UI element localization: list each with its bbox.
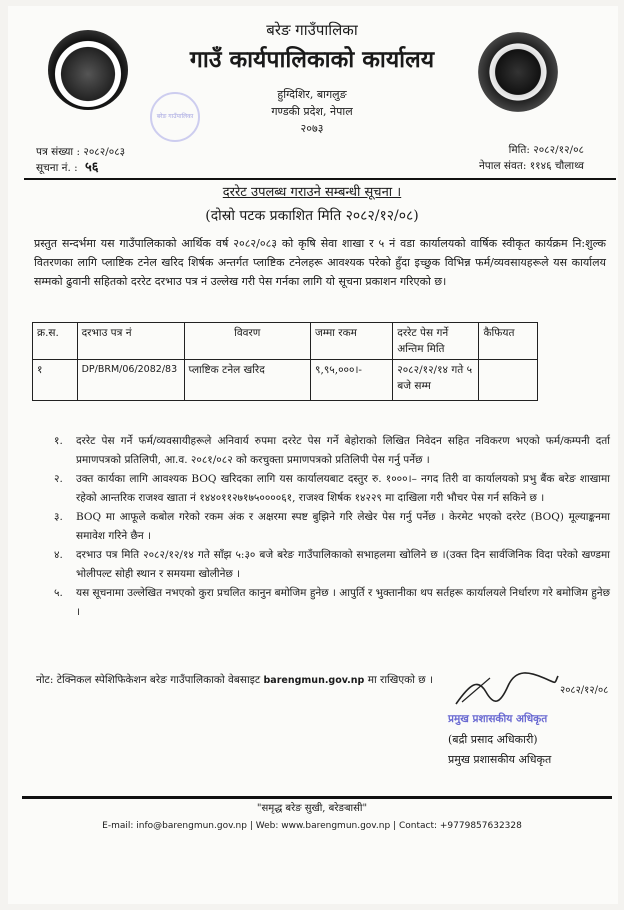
note-line bbox=[36, 672, 436, 689]
letter-number: पत्र संख्या : २०८२/०८३ bbox=[36, 146, 126, 158]
tender-table bbox=[32, 322, 538, 401]
col-header-sn: क्र.स. bbox=[33, 323, 78, 360]
notice-number-label: सूचना नं. : bbox=[36, 162, 78, 174]
signatory-name: (बद्री प्रसाद अधिकारी) bbox=[448, 733, 538, 746]
nepal-emblem-logo bbox=[48, 30, 128, 110]
note-prefix: नोट: टेक्निकल स्पेशिफिकेशन बरेङ गाउँपालिकाको वेबसाइट bbox=[36, 674, 261, 686]
designation-stamp: प्रमुख प्रशासकीय अधिकृत bbox=[448, 713, 548, 725]
condition-number: २. bbox=[54, 473, 63, 485]
stamp-text: बरेङ गाउँपालिका bbox=[156, 113, 194, 120]
footer-divider bbox=[22, 796, 612, 799]
condition-item bbox=[54, 508, 610, 546]
cell-sn: १ bbox=[33, 360, 78, 401]
col-header-ref: दरभाउ पत्र नं bbox=[77, 323, 184, 360]
signature-scribble bbox=[450, 668, 560, 708]
condition-item bbox=[54, 432, 610, 470]
condition-number: ३. bbox=[54, 511, 63, 523]
address-block bbox=[200, 86, 424, 137]
note-suffix: मा राखिएको छ । bbox=[367, 674, 433, 686]
office-name: गाउँ कार्यपालिकाको कार्यालय bbox=[189, 46, 435, 73]
notice-number-value: ५६ bbox=[85, 160, 99, 175]
condition-text: BOQ मा आफूले कबोल गरेको रकम अंक र अक्षरमा स्पष्ट बुझिने गरि लेखेर पेस गर्नु पर्नेछ । केरमेट भएको दररेट (BOQ) मूल्याङ्कनमा समावेश गरिने छैन । bbox=[76, 511, 610, 542]
col-header-remarks: कैफियत bbox=[479, 323, 538, 360]
condition-number: १. bbox=[54, 435, 63, 447]
address-line-2: गण्डकी प्रदेश, नेपाल bbox=[271, 105, 353, 118]
condition-item bbox=[54, 546, 610, 584]
municipality-name: बरेङ गाउँपालिका bbox=[266, 21, 358, 39]
signatory-designation: प्रमुख प्रशासकीय अधिकृत bbox=[448, 753, 552, 766]
condition-text: यस सूचनामा उल्लेखित नभएको कुरा प्रचलित कानुन बमोजिम हुनेछ । आपुर्ति र भुक्तानीका थप सर्तहरू कार्यालयले निर्धारण गरे बमोजिम हुनेछ । bbox=[76, 587, 610, 618]
notice-date: मिति: २०८२/१२/०८ bbox=[508, 144, 584, 156]
condition-text: दरभाउ पत्र मिति २०८२/१२/१४ गते साँझ ५:३० बजे बरेङ गाउँपालिकाको सभाहलमा खोलिने छ ।(उक्त दिन सार्वजिनिक विदा परेको खण्डमा भोलीपल्ट सोही स्थान र समयमा खोलीनेछ । bbox=[76, 549, 610, 580]
condition-item bbox=[54, 470, 610, 508]
table-row bbox=[33, 360, 538, 401]
condition-number: ५. bbox=[54, 587, 63, 599]
cell-desc: प्लाष्टिक टनेल खरिद bbox=[184, 360, 311, 401]
col-header-deadline: दररेट पेस गर्ने अन्तिम मिति bbox=[393, 323, 479, 360]
header-divider bbox=[24, 178, 616, 180]
footer-contact: E-mail: info@barengmun.gov.np | Web: www.barengmun.gov.np | Contact: +9779857632328 bbox=[102, 821, 522, 831]
intro-paragraph: प्रस्तुत सन्दर्भमा यस गाउँपालिकाको आर्थिक वर्ष २०८२/०८३ को कृषि सेवा शाखा र ५ नं वडा कार्यालयको वार्षिक स्वीकृत कार्यक्रम नि:शुल्क वितरणका लागि प्लाष्टिक टनेल खरिद शिर्षक अन्तर्गत प्लाष्टिक टनेलहरू आवश्यक परेको हुँदा इच्छुक विभिन्न फर्म/व्यवसायहरूले यस कार्यालय सम्मको ढुवानी सहितको दररेट दरभाउ पत्र नं उल्लेख गरी पेस गर्नका लागि यो सूचना प्रकाशन गरिएको छ। bbox=[34, 237, 606, 288]
notice-number bbox=[36, 160, 99, 176]
cell-deadline: २०८२/१२/१४ गते ५ बजे सम्म bbox=[393, 360, 479, 401]
cell-remarks bbox=[479, 360, 538, 401]
notice-subtitle: (दोस्रो पटक प्रकाशित मिति २०८२/१२/०८) bbox=[205, 208, 419, 224]
address-line-1: हुग्दिशिर, बागलुङ bbox=[277, 88, 347, 101]
conditions-list bbox=[54, 432, 610, 622]
office-stamp bbox=[150, 92, 200, 142]
note-website-link[interactable]: barengmun.gov.np bbox=[263, 675, 365, 686]
col-header-amount: जम्मा रकम bbox=[311, 323, 393, 360]
signature-date: २०८२/१२/०८ bbox=[560, 685, 609, 696]
condition-text: उक्त कार्यका लागि आवश्यक BOQ खरिदका लागि यस कार्यालयबाट दस्तुर रु. १०००।– नगद तिरी वा कार्यालयको प्रभु बैंक बरेङ शाखामा रहेको आन्तरिक राजश्व खाता नं १४४०११२७१७५००००६१, राजश्व शिर्षक १४२२९ मा दाखिला गरी भौचर पेस गर्न सकिने छ । bbox=[76, 473, 610, 504]
footer-slogan: "समृद्ध बरेङ सुखी, बरेङबासी" bbox=[256, 803, 368, 814]
condition-number: ४. bbox=[54, 549, 63, 561]
condition-item bbox=[54, 584, 610, 622]
col-header-desc: विवरण bbox=[184, 323, 311, 360]
cell-amount: ९,९५,०००।- bbox=[311, 360, 393, 401]
established-year: २०७३ bbox=[300, 122, 324, 135]
notice-title: दररेट उपलब्ध गराउने सम्बन्धी सूचना । bbox=[222, 185, 402, 200]
condition-text: दररेट पेस गर्ने फर्म/व्यवसायीहरूले अनिवार्य रुपमा दररेट पेस गर्ने बेहोराको लिखित निवेदन सहित नविकरण भएको फर्म/कम्पनी दर्ता प्रमाणपत्रको प्रतिलिपी, आ.व. २०८१/०८२ को करचुक्ता प्रमाणपत्रको प्रतिलिपी पेस गर्नु पर्नेछ । bbox=[76, 435, 610, 466]
municipality-logo bbox=[478, 32, 558, 112]
cell-ref: DP/BRM/06/2082/83 bbox=[77, 360, 184, 401]
nepal-sambat: नेपाल संवत: ११४६ चौलाथ्व bbox=[478, 160, 584, 172]
table-header-row bbox=[33, 323, 538, 360]
